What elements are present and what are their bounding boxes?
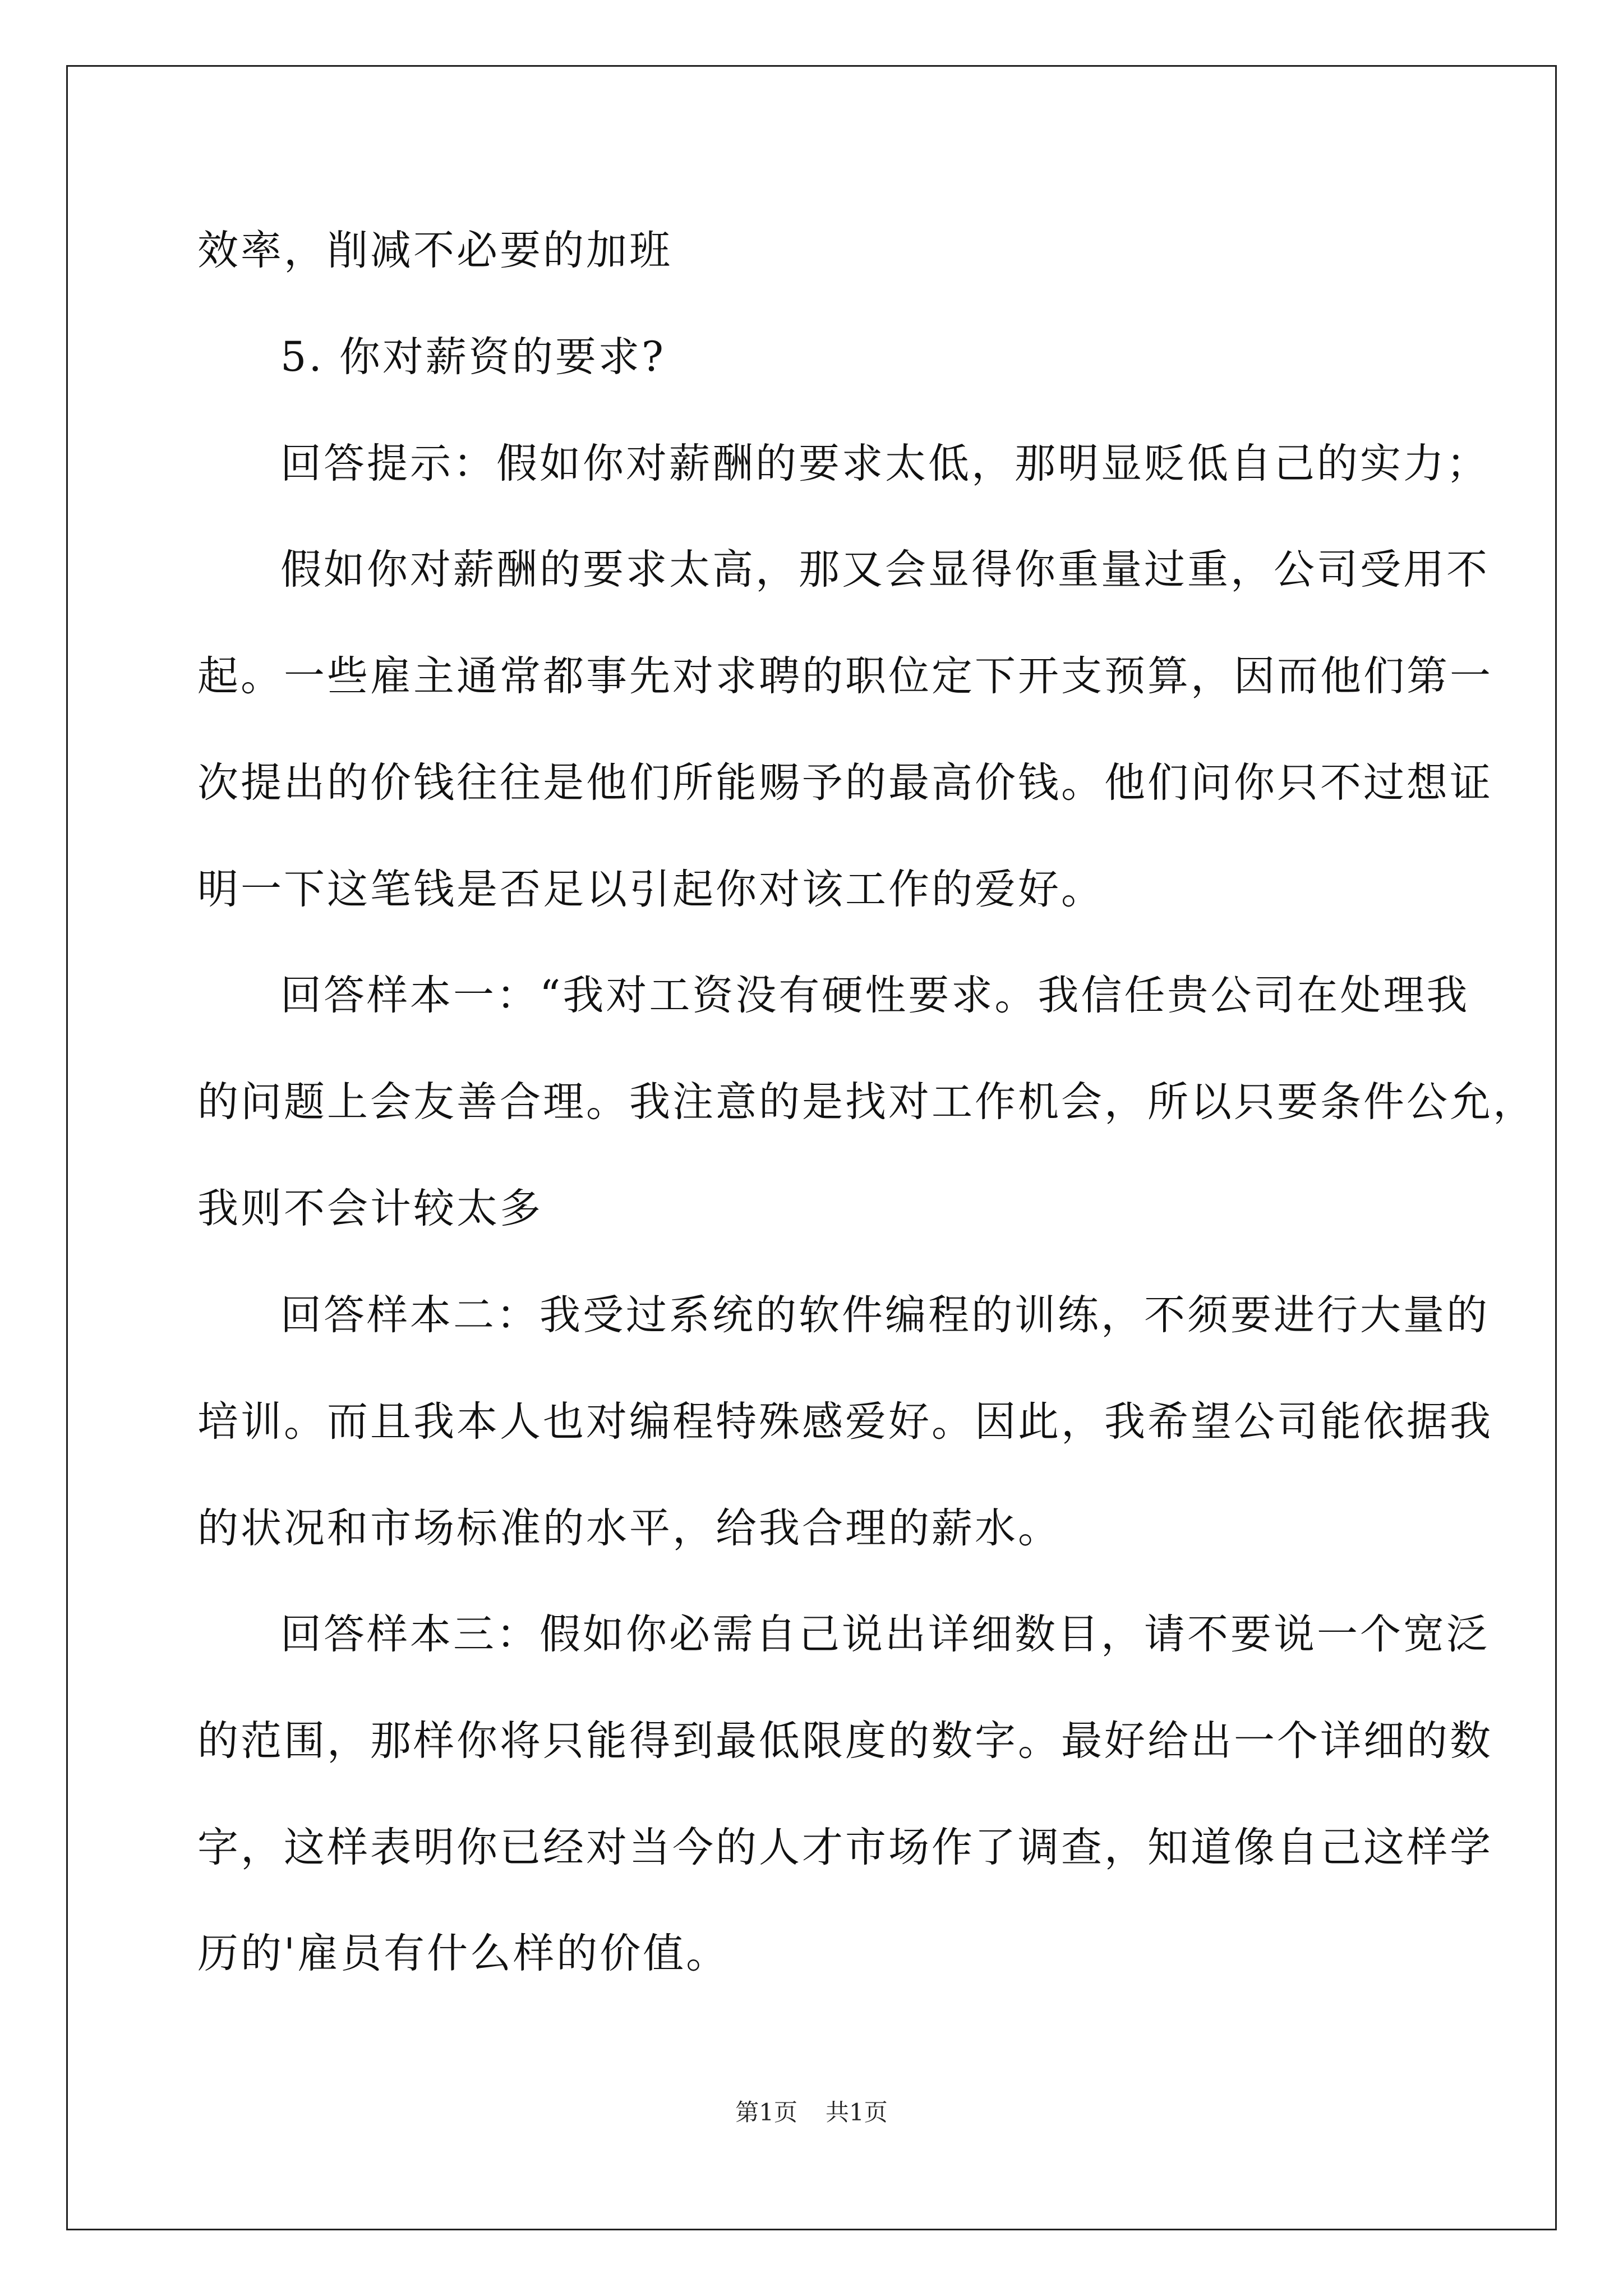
text-line-4: 假如你对薪酬的要求太高，那又会显得你重量过重，公司受用不 [280, 546, 1490, 593]
text-line-6: 次提出的价钱往往是他们所能赐予的最高价钱。他们问你只不过想证 [197, 759, 1493, 807]
page-total: 共1页 [826, 2099, 888, 2126]
sample-two-line: 回答样本二：我受过系统的软件编程的训练，不须要进行大量的 [280, 1291, 1490, 1339]
text-line-15: 的范围，那样你将只能得到最低限度的数字。最好给出一个详细的数 [197, 1717, 1493, 1765]
sample-one-line: 回答样本一：“我对工资没有硬性要求。我信任贵公司在处理我 [280, 972, 1470, 1019]
page-border [66, 65, 1557, 2230]
text-line-16: 字，这样表明你已经对当今的人才市场作了调查，知道像自己这样学 [197, 1824, 1493, 1871]
sample-three-line: 回答样本三：假如你必需自己说出详细数目，请不要说一个宽泛 [280, 1611, 1490, 1658]
answer-hint-line: 回答提示：假如你对薪酬的要求太低，那明显贬低自己的实力； [280, 440, 1490, 487]
question-heading: 5. 你对薪资的要求? [280, 333, 666, 381]
text-line-7: 明一下这笔钱是否足以引起你对该工作的爱好。 [197, 866, 1104, 913]
text-line-10: 我则不会计较太多 [197, 1185, 543, 1232]
text-line-13: 的状况和市场标准的水平，给我合理的薪水。 [197, 1504, 1061, 1552]
text-line-9: 的问题上会友善合理。我注意的是找对工作机会，所以只要条件公允， [197, 1078, 1536, 1126]
text-line-17: 历的'雇员有什么样的价值。 [197, 1930, 730, 1977]
text-line-1: 效率，削减不必要的加班 [197, 227, 672, 274]
text-line-5: 起。一些雇主通常都事先对求聘的职位定下开支预算，因而他们第一 [197, 652, 1493, 700]
text-line-12: 培训。而且我本人也对编程特殊感爱好。因此，我希望公司能依据我 [197, 1398, 1493, 1446]
page-footer [0, 2097, 1623, 2128]
page-number: 第1页 [735, 2099, 797, 2126]
